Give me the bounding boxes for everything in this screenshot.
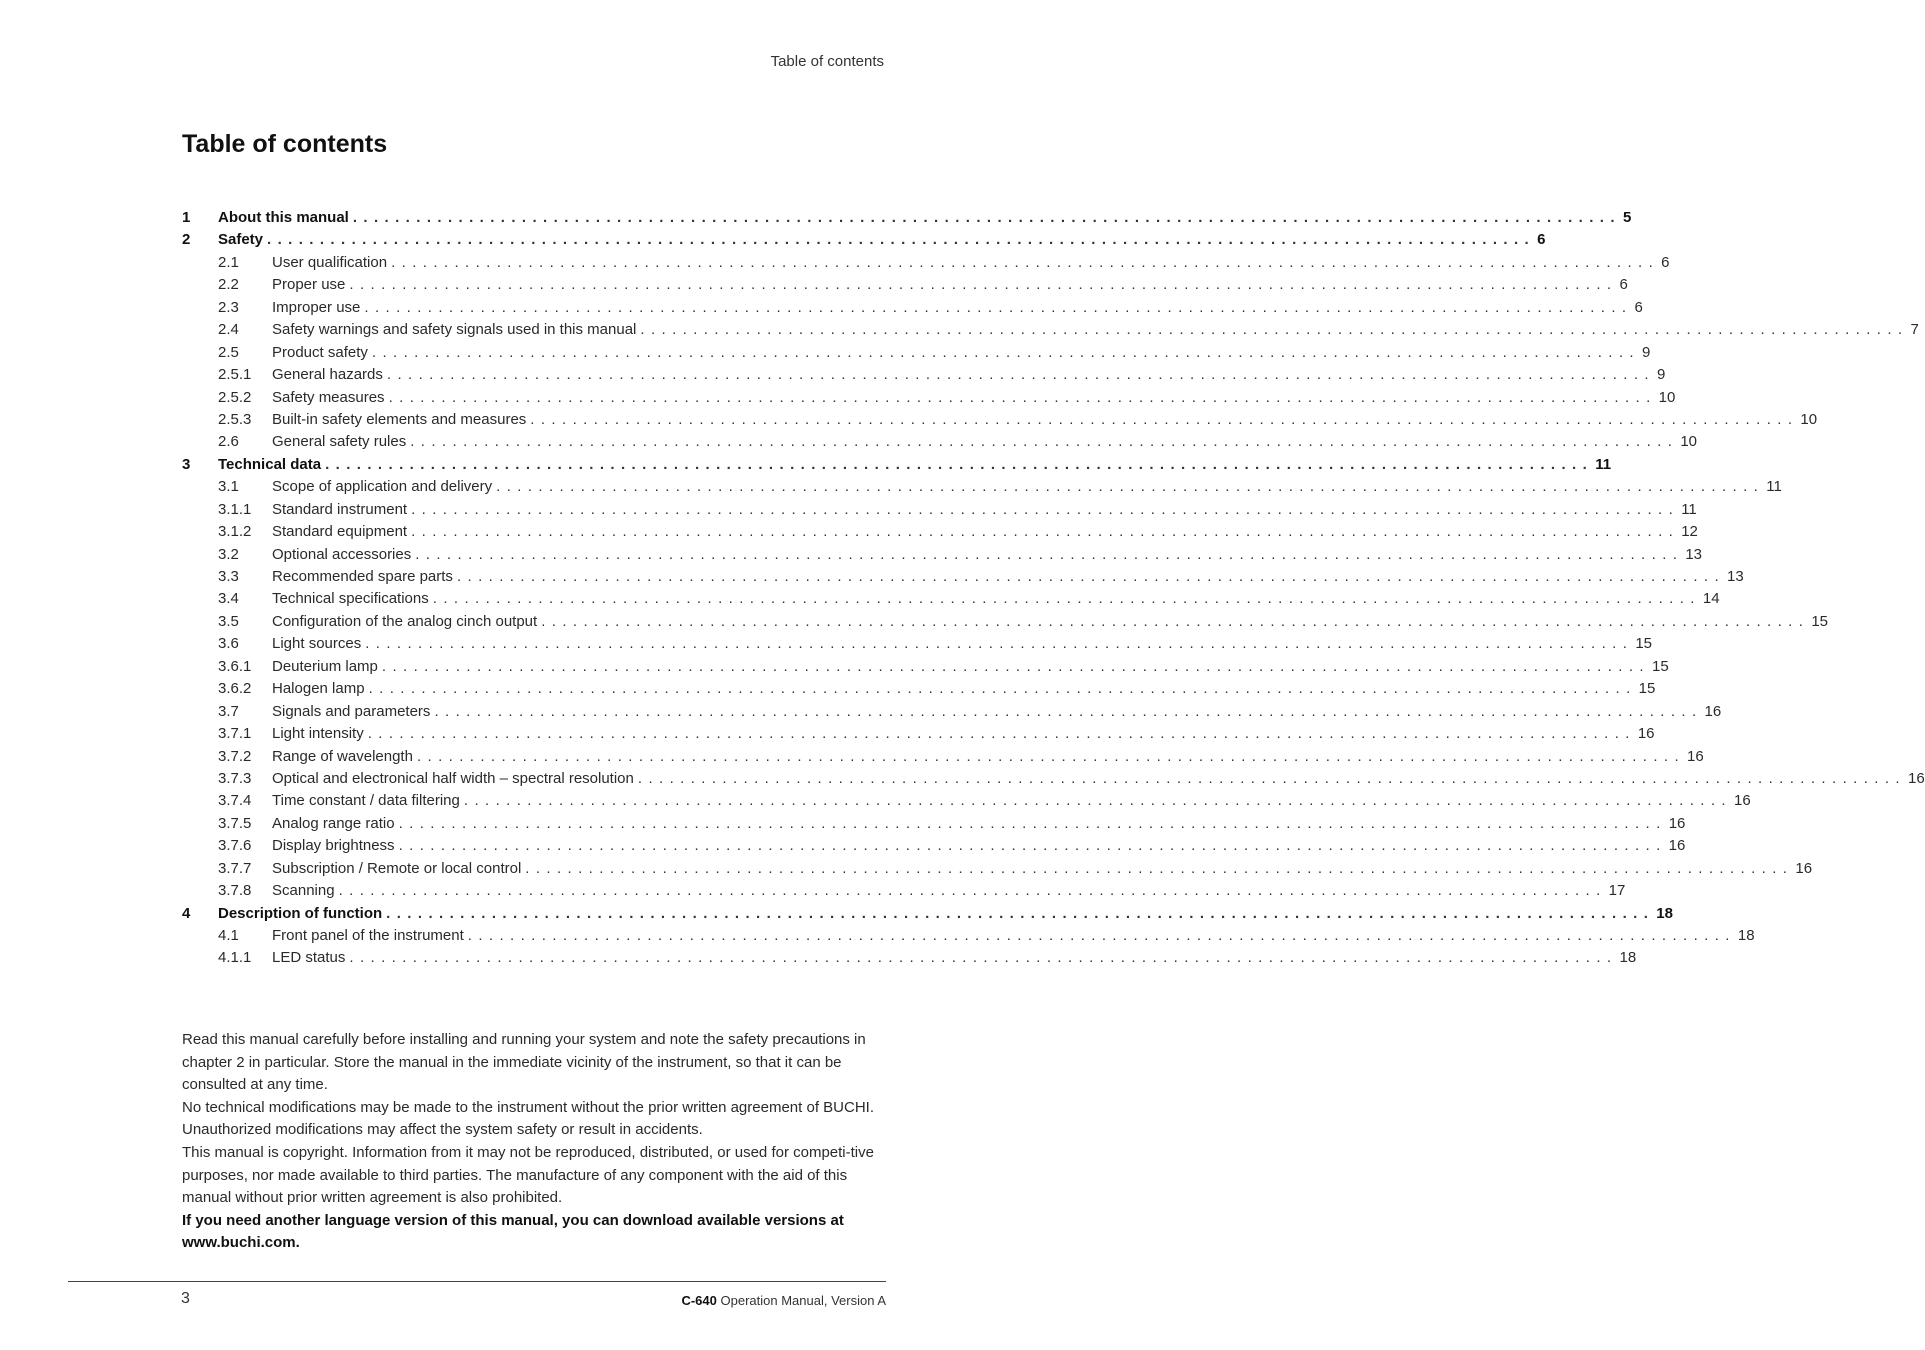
toc-entry-number: 3.1.1 (218, 500, 252, 518)
toc-entry-title: General hazards (272, 364, 387, 386)
toc-entry-number: 2.2 (218, 276, 239, 294)
toc-entry-leader (272, 701, 1722, 723)
toc-entry-page: 6 (1634, 298, 1643, 316)
toc-entry-title: Deuterium lamp (272, 656, 382, 678)
toc-entry-page: 12 (1681, 523, 1698, 541)
toc-entry-title: Technical specifications (272, 588, 433, 610)
toc-entry-leader (272, 252, 1670, 274)
manual-notice (182, 1029, 890, 1255)
toc-dot-leader: ........................................................................................................................ (411, 500, 1680, 518)
toc-entry-leader (272, 835, 1686, 857)
toc-dot-leader: ........................................................................................................................ (467, 927, 1736, 944)
toc-entry-leader (272, 297, 1643, 319)
toc-entry-title: About this manual (218, 207, 353, 229)
toc-entry-title: General safety rules (272, 431, 410, 453)
toc-entry-number: 2.5 (218, 343, 239, 361)
toc-dot-leader: ........................................................................................................................ (386, 904, 1655, 922)
toc-entry-title: Safety measures (272, 387, 389, 409)
toc-entry-page: 13 (1727, 568, 1744, 585)
toc-entry-number: 2.5.3 (218, 410, 252, 428)
toc-entry[interactable] (182, 925, 1755, 947)
page-number: 3 (181, 1290, 190, 1307)
footer-document-info (681, 1293, 886, 1308)
toc-entry-number: 3.6 (218, 635, 239, 653)
toc-entry-title: Safety warnings and safety signals used in this manual (272, 319, 640, 341)
toc-entry-title: Scope of application and delivery (272, 476, 496, 498)
toc-entry-leader (272, 342, 1651, 364)
toc-entry-leader (272, 656, 1669, 678)
toc-entry-number: 3.4 (218, 590, 239, 608)
toc-dot-leader: ........................................................................................................................ (416, 747, 1686, 765)
toc-entry-number: 3.6.1 (218, 657, 252, 675)
toc-entry-page: 11 (1766, 478, 1782, 496)
toc-entry[interactable] (182, 611, 1828, 633)
toc-entry-leader (272, 431, 1698, 453)
toc-entry-number: 3.7 (218, 702, 239, 720)
toc-entry-title: Light intensity (272, 723, 368, 745)
toc-entry[interactable] (182, 387, 1676, 409)
toc-dot-leader: ........................................................................................................................ (637, 769, 1906, 787)
toc-entry-number: 3 (182, 455, 191, 473)
toc-dot-leader: ........................................................................................................................ (352, 209, 1621, 226)
toc-entry[interactable] (182, 566, 1744, 588)
toc-entry-title: Improper use (272, 297, 364, 319)
toc-entry-page: 6 (1619, 276, 1628, 294)
toc-entry-leader (272, 499, 1697, 521)
notice-paragraph-copyright: This manual is copyright. Information from it may not be reproduced, distributed, or used for competi-tive purposes, nor made available to third parties. The manufacture of any component with the aid of this manual without prior written agreement is also prohibited. (182, 1143, 874, 1207)
toc-entry-page: 16 (1704, 702, 1722, 720)
page-title: Table of contents (182, 130, 388, 158)
footer-divider (68, 1281, 886, 1282)
notice-paragraph-modifications: No technical modifications may be made to the instrument without the prior written agreement of BUCHI. Unauthorized modifications may affect the system safety or result in accidents. (182, 1098, 874, 1139)
toc-entry-number: 4 (182, 904, 191, 922)
toc-entry-page: 5 (1622, 209, 1632, 226)
toc-dot-leader: ........................................................................................................................ (434, 702, 1703, 720)
toc-entry[interactable] (182, 364, 1666, 386)
toc-entry-leader (272, 768, 1925, 790)
toc-entry-title: Product safety (272, 342, 372, 364)
toc-entry-leader (272, 364, 1666, 386)
toc-dot-leader: ........................................................................................................................ (365, 635, 1634, 653)
toc-dot-leader: ........................................................................................................................ (388, 388, 1657, 406)
toc-entry-page: 9 (1657, 366, 1666, 384)
toc-entry-title: Halogen lamp (272, 678, 369, 700)
toc-entry-leader (272, 947, 1637, 969)
footer-model: C-640 (681, 1293, 717, 1308)
toc-entry-page: 16 (1687, 747, 1704, 765)
toc-entry-page: 18 (1737, 927, 1755, 944)
toc-entry-leader (272, 925, 1755, 947)
toc-dot-leader: ........................................................................................................................ (415, 545, 1684, 563)
toc-entry[interactable] (182, 409, 1818, 431)
toc-entry-page: 16 (1733, 792, 1751, 810)
toc-entry-title: Optical and electronical half width – spectral resolution (272, 768, 638, 790)
toc-entry-number: 3.1 (218, 478, 239, 496)
toc-entry[interactable] (182, 252, 1670, 274)
toc-entry-page: 9 (1642, 343, 1651, 361)
toc-dot-leader: ........................................................................................................................ (367, 725, 1636, 743)
toc-entry[interactable] (182, 274, 1628, 296)
toc-entry-title: Analog range ratio (272, 813, 399, 835)
toc-entry-title: LED status (272, 947, 349, 969)
toc-entry-number: 2.5.2 (218, 388, 252, 406)
toc-entry-title: Optional accessories (272, 544, 415, 566)
toc-entry[interactable] (182, 858, 1813, 880)
toc-entry-title: Built-in safety elements and measures (272, 409, 530, 431)
toc-entry[interactable] (182, 790, 1751, 812)
toc-dot-leader: ........................................................................................................................ (371, 343, 1640, 361)
toc-entry-page: 16 (1668, 837, 1686, 855)
toc-dot-leader: ........................................................................................................................ (496, 478, 1765, 496)
toc-entry-page: 18 (1619, 949, 1637, 967)
toc-entry-title: Scanning (272, 880, 339, 902)
toc-entry-leader (272, 723, 1655, 745)
toc-entry[interactable] (182, 588, 1720, 610)
toc-dot-leader: ........................................................................................................................ (541, 612, 1810, 630)
toc-dot-leader: ........................................................................................................................ (386, 366, 1656, 384)
toc-entry-number: 4.1 (218, 927, 239, 944)
toc-dot-leader: ........................................................................................................................ (349, 949, 1618, 967)
toc-entry[interactable] (182, 701, 1722, 723)
toc-entry-leader (272, 588, 1720, 610)
table-of-contents (182, 207, 1925, 970)
notice-paragraph-language: If you need another language version of this manual, you can download available versions at www.buchi.com. (182, 1211, 844, 1252)
toc-entry-title: Recommended spare parts (272, 566, 457, 588)
toc-entry-page: 15 (1635, 635, 1653, 653)
toc-entry-leader (272, 566, 1744, 588)
toc-entry-page: 7 (1910, 321, 1919, 339)
toc-entry[interactable] (182, 947, 1637, 969)
toc-entry-number: 3.7.3 (218, 769, 252, 787)
toc-entry[interactable] (182, 544, 1703, 566)
toc-entry-title: User qualification (272, 252, 391, 274)
toc-entry-leader (218, 229, 1546, 251)
toc-entry-title: Display brightness (272, 835, 399, 857)
toc-entry[interactable] (182, 723, 1655, 745)
toc-entry-page: 13 (1685, 545, 1703, 563)
toc-entry-page: 16 (1907, 769, 1925, 787)
toc-dot-leader: ........................................................................................................................ (411, 523, 1680, 541)
toc-entry-number: 2.1 (218, 253, 239, 271)
toc-dot-leader: ........................................................................................................................ (267, 231, 1536, 249)
toc-entry-leader (272, 319, 1919, 341)
toc-entry-title: Description of function (218, 903, 386, 925)
toc-entry[interactable] (182, 297, 1643, 319)
toc-entry-number: 2.4 (218, 321, 239, 339)
toc-entry[interactable] (182, 746, 1704, 768)
toc-entry-page: 17 (1608, 882, 1626, 900)
toc-entry-page: 6 (1537, 231, 1546, 249)
toc-entry-page: 10 (1680, 433, 1698, 451)
toc-entry-title: Safety (218, 229, 267, 251)
toc-entry-title: Front panel of the instrument (272, 925, 468, 947)
toc-entry-title: Standard instrument (272, 499, 411, 521)
toc-entry-number: 2 (182, 231, 191, 249)
toc-entry-page: 11 (1595, 455, 1612, 473)
toc-entry-title: Standard equipment (272, 521, 411, 543)
toc-entry-page: 18 (1656, 904, 1673, 922)
toc-entry[interactable] (182, 476, 1782, 498)
toc-entry-title: Technical data (218, 454, 325, 476)
toc-entry[interactable] (182, 880, 1626, 902)
toc-entry-page: 14 (1702, 590, 1720, 608)
toc-entry[interactable] (182, 813, 1686, 835)
toc-entry-number: 2.5.1 (218, 366, 252, 384)
toc-entry-leader (218, 207, 1632, 229)
toc-dot-leader: ........................................................................................................................ (456, 568, 1726, 585)
toc-entry-page: 10 (1800, 410, 1818, 428)
toc-entry-number: 3.3 (218, 568, 239, 585)
toc-entry-leader (272, 274, 1628, 296)
toc-entry[interactable] (182, 431, 1698, 453)
toc-entry-number: 3.1.2 (218, 523, 252, 541)
toc-entry-title: Time constant / data filtering (272, 790, 464, 812)
toc-entry-page: 15 (1811, 612, 1828, 630)
toc-entry-title: Signals and parameters (272, 701, 434, 723)
toc-entry[interactable] (182, 633, 1653, 655)
toc-dot-leader: ........................................................................................................................ (349, 276, 1618, 294)
toc-entry[interactable] (182, 903, 1673, 925)
toc-entry-number: 4.1.1 (218, 949, 252, 967)
toc-entry[interactable] (182, 499, 1697, 521)
toc-entry-number: 3.7.5 (218, 814, 252, 832)
toc-entry-number: 3.2 (218, 545, 239, 563)
toc-entry-leader (272, 387, 1676, 409)
toc-entry-number: 3.7.1 (218, 725, 252, 743)
toc-entry-leader (272, 476, 1782, 498)
toc-entry-number: 3.6.2 (218, 680, 252, 698)
toc-dot-leader: ........................................................................................................................ (525, 859, 1794, 877)
toc-entry-leader (272, 611, 1828, 633)
toc-entry-leader (272, 409, 1818, 431)
toc-entry-title: Light sources (272, 633, 365, 655)
toc-entry-title: Proper use (272, 274, 349, 296)
toc-entry-leader (272, 746, 1704, 768)
toc-dot-leader: ........................................................................................................................ (640, 321, 1909, 339)
toc-entry[interactable] (182, 768, 1925, 790)
toc-entry-number: 3.7.4 (218, 792, 252, 810)
toc-dot-leader: ........................................................................................................................ (530, 410, 1799, 428)
toc-entry-leader (272, 880, 1626, 902)
toc-entry-page: 10 (1658, 388, 1676, 406)
toc-entry-number: 2.6 (218, 433, 239, 451)
toc-entry-page: 16 (1668, 814, 1686, 832)
toc-entry-leader (218, 454, 1612, 476)
toc-entry-number: 3.5 (218, 612, 239, 630)
toc-entry-page: 16 (1637, 725, 1655, 743)
toc-dot-leader: ........................................................................................................................ (398, 837, 1667, 855)
toc-entry-page: 11 (1681, 500, 1697, 518)
toc-entry-page: 16 (1795, 859, 1813, 877)
toc-entry-number: 3.7.6 (218, 837, 252, 855)
toc-entry-leader (272, 521, 1698, 543)
toc-entry-leader (272, 544, 1703, 566)
toc-entry-number: 1 (182, 209, 191, 226)
toc-entry-page: 15 (1638, 680, 1656, 698)
toc-entry-leader (272, 678, 1656, 700)
toc-dot-leader: ........................................................................................................................ (338, 882, 1607, 900)
toc-entry-leader (272, 813, 1686, 835)
toc-entry-number: 3.7.7 (218, 859, 252, 877)
toc-entry[interactable] (182, 342, 1651, 364)
toc-entry-title: Configuration of the analog cinch output (272, 611, 541, 633)
toc-dot-leader: ........................................................................................................................ (391, 253, 1660, 271)
toc-dot-leader: ........................................................................................................................ (398, 814, 1667, 832)
toc-entry-number: 3.7.8 (218, 882, 252, 900)
notice-paragraph-read: Read this manual carefully before installing and running your system and note the safety precautions in chapter 2 in particular. Store the manual in the immediate vicinity of the instrument, so that it can be consulted at any time. (182, 1031, 866, 1094)
toc-dot-leader: ........................................................................................................................ (364, 298, 1633, 316)
toc-entry-leader (218, 903, 1673, 925)
toc-entry-title: Range of wavelength (272, 746, 417, 768)
toc-entry[interactable] (182, 835, 1686, 857)
toc-entry[interactable] (182, 521, 1698, 543)
toc-entry-leader (272, 858, 1813, 880)
toc-entry[interactable] (182, 656, 1669, 678)
toc-dot-leader: ........................................................................................................................ (325, 455, 1594, 473)
toc-entry-leader (272, 790, 1751, 812)
toc-entry-title: Subscription / Remote or local control (272, 858, 525, 880)
toc-entry-number: 2.3 (218, 298, 239, 316)
toc-entry[interactable] (182, 207, 1632, 229)
footer-doc-title: Operation Manual, Version A (716, 1293, 886, 1308)
toc-entry[interactable] (182, 678, 1656, 700)
toc-entry[interactable] (182, 229, 1546, 251)
toc-dot-leader: ........................................................................................................................ (368, 680, 1637, 698)
toc-dot-leader: ........................................................................................................................ (463, 792, 1732, 810)
toc-entry-leader (272, 633, 1653, 655)
toc-dot-leader: ........................................................................................................................ (381, 657, 1650, 675)
toc-entry-page: 6 (1661, 253, 1670, 271)
toc-entry-page: 15 (1651, 657, 1669, 675)
toc-entry[interactable] (182, 454, 1612, 476)
running-header: Table of contents (770, 53, 884, 70)
toc-dot-leader: ........................................................................................................................ (432, 590, 1701, 608)
toc-dot-leader: ........................................................................................................................ (410, 433, 1679, 451)
toc-entry-number: 3.7.2 (218, 747, 252, 765)
toc-entry[interactable] (182, 319, 1919, 341)
